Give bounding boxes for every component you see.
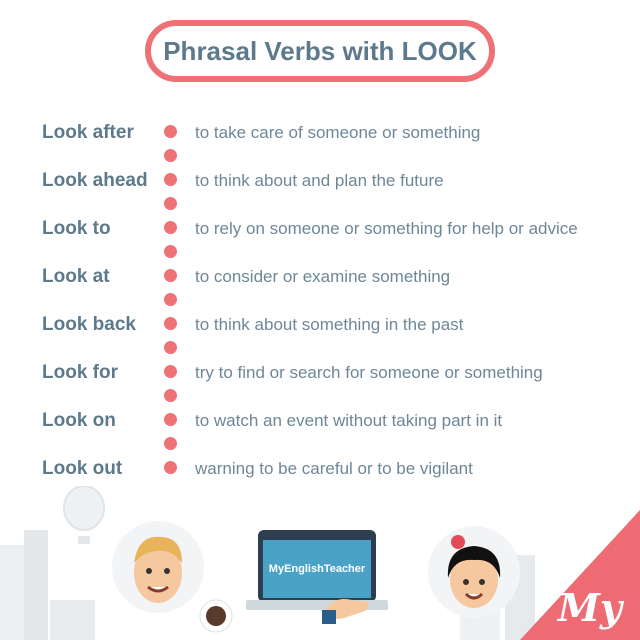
bullet-dot bbox=[164, 461, 177, 474]
bullet-dot bbox=[164, 245, 177, 258]
bullet-dot bbox=[164, 269, 177, 282]
list-item bbox=[0, 358, 640, 388]
phrasal-verb: Look on bbox=[42, 410, 116, 431]
definition: to think about and plan the future bbox=[195, 171, 444, 190]
bullet-dot bbox=[164, 197, 177, 210]
bullet-dot bbox=[164, 317, 177, 330]
bullet-dot bbox=[164, 293, 177, 306]
list-item bbox=[0, 454, 640, 484]
bullet-dot bbox=[164, 341, 177, 354]
bullet-dot bbox=[164, 149, 177, 162]
page-title: Phrasal Verbs with LOOK bbox=[163, 35, 477, 66]
title-pill bbox=[145, 20, 495, 82]
list-item bbox=[0, 310, 640, 340]
bullet-dot bbox=[164, 221, 177, 234]
woman-avatar-icon bbox=[424, 518, 524, 618]
definition: to rely on someone or something for help or advice bbox=[195, 219, 578, 238]
phrasal-verb: Look out bbox=[42, 458, 123, 479]
phrasal-verb: Look ahead bbox=[42, 170, 148, 191]
phrasal-verb: Look back bbox=[42, 314, 136, 335]
definition: to take care of someone or something bbox=[195, 123, 481, 142]
coffee-cup-icon bbox=[198, 598, 234, 634]
list-item bbox=[0, 214, 640, 244]
definition: to consider or examine something bbox=[195, 267, 451, 286]
list-item bbox=[0, 166, 640, 196]
bullet-dot bbox=[164, 365, 177, 378]
bullet-dot bbox=[164, 437, 177, 450]
definition: warning to be careful or to be vigilant bbox=[195, 459, 473, 478]
phrasal-verb: Look to bbox=[42, 218, 111, 239]
list-item bbox=[0, 118, 640, 148]
hand-icon bbox=[322, 590, 372, 624]
bullet-dot bbox=[164, 125, 177, 138]
man-avatar-icon bbox=[110, 515, 206, 615]
definition: try to find or search for someone or something bbox=[195, 363, 543, 382]
list-item bbox=[0, 406, 640, 436]
phrasal-verb: Look at bbox=[42, 266, 110, 287]
hot-air-balloon-icon bbox=[60, 486, 108, 546]
definition: to watch an event without taking part in it bbox=[195, 411, 503, 430]
definition: to think about something in the past bbox=[195, 315, 464, 334]
laptop-label: MyEnglishTeacher bbox=[268, 563, 366, 575]
phrasal-verb: Look for bbox=[42, 362, 118, 383]
bullet-dot bbox=[164, 173, 177, 186]
bullet-dot bbox=[164, 413, 177, 426]
brand-logo: My bbox=[557, 585, 622, 630]
bullet-dot bbox=[164, 389, 177, 402]
phrasal-verb: Look after bbox=[42, 122, 134, 143]
list-item bbox=[0, 262, 640, 292]
